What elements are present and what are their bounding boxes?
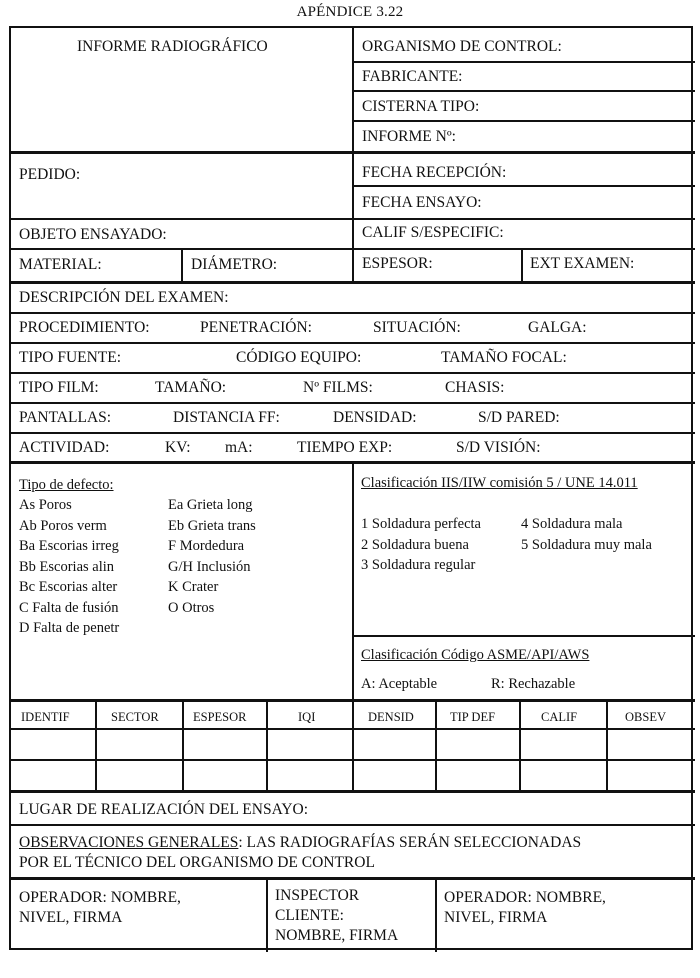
rule	[11, 218, 695, 220]
tiempo-exp-label: TIEMPO EXP:	[297, 439, 393, 456]
ext-examen-label: EXT EXAMEN:	[530, 255, 635, 272]
signature-divider	[435, 879, 437, 952]
table-header-cell: OBSEV	[625, 710, 666, 724]
defect-item: D Falta de penetr	[19, 620, 120, 636]
defect-item: Ea Grieta long	[168, 497, 253, 513]
defect-item: O Otros	[168, 599, 215, 616]
table-col-rule	[95, 701, 97, 790]
rule	[11, 312, 695, 314]
lugar-label: LUGAR DE REALIZACIÓN DEL ENSAYO:	[19, 801, 309, 818]
page-title: APÉNDICE 3.22	[296, 4, 404, 20]
situacion-label: SITUACIÓN:	[373, 319, 461, 336]
defect-item: Eb Grieta trans	[168, 517, 256, 534]
material-label: MATERIAL:	[19, 256, 102, 273]
defect-list-right	[168, 495, 256, 618]
iiw-item: 2 Soldadura buena	[361, 536, 469, 553]
table-col-rule	[266, 701, 268, 790]
rule	[352, 90, 695, 92]
signature-divider	[266, 879, 268, 952]
rule	[11, 342, 695, 344]
rule	[11, 402, 695, 404]
defect-item: Bc Escorias alter	[19, 579, 118, 595]
rechazable-label: R: Rechazable	[491, 676, 576, 692]
iiw-item: 5 Soldadura muy mala	[521, 536, 652, 553]
observaciones-text: : LAS RADIOGRAFÍAS SERÁN SELECCIONADAS	[238, 834, 582, 851]
table-header-cell: ESPESOR	[193, 710, 247, 724]
diametro-label: DIÁMETRO:	[191, 256, 278, 273]
galga-label: GALGA:	[528, 319, 587, 336]
rule	[11, 372, 695, 374]
signature-line: OPERADOR: NOMBRE,	[19, 889, 181, 906]
asme-classification-heading: Clasificación Código ASME/API/AWS	[361, 647, 590, 663]
signature-line: NIVEL, FIRMA	[444, 909, 548, 926]
aceptable-label: A: Aceptable	[361, 676, 438, 692]
pedido-label: PEDIDO:	[19, 166, 81, 183]
observaciones-text-2: POR EL TÉCNICO DEL ORGANISMO DE CONTROL	[19, 854, 375, 871]
defect-item: As Poros	[19, 497, 72, 513]
iiw-list-left	[361, 514, 481, 576]
table-header-cell: SECTOR	[111, 710, 159, 724]
chasis-label: CHASIS:	[445, 379, 505, 396]
signature-line: CLIENTE:	[275, 907, 344, 924]
calif-especific-label: CALIF S/ESPECIFIC:	[362, 224, 504, 241]
table-col-rule	[435, 701, 437, 790]
report-form	[9, 26, 693, 950]
signature-line: NIVEL, FIRMA	[19, 909, 123, 926]
section-rule	[11, 877, 695, 880]
defects-divider	[352, 463, 354, 700]
table-col-rule	[606, 701, 608, 790]
rule	[11, 432, 695, 434]
iiw-item: 4 Soldadura mala	[521, 516, 623, 532]
defect-item: Bb Escorias alin	[19, 558, 115, 575]
defect-item: K Crater	[168, 579, 219, 595]
procedimiento-label: PROCEDIMIENTO:	[19, 319, 150, 336]
iiw-list-right	[521, 514, 652, 555]
distancia-ff-label: DISTANCIA FF:	[173, 409, 280, 426]
descripcion-label: DESCRIPCIÓN DEL EXAMEN:	[19, 289, 229, 306]
operador-signature-2	[444, 888, 606, 928]
tipo-film-label: TIPO FILM:	[19, 379, 99, 396]
tamano-focal-label: TAMAÑO FOCAL:	[441, 349, 567, 366]
operador-signature	[19, 888, 181, 928]
rule	[11, 824, 695, 826]
inspector-signature	[275, 886, 398, 946]
sd-vision-label: S/D VISIÓN:	[456, 439, 541, 456]
iiw-item: 3 Soldadura regular	[361, 557, 476, 573]
tamano-label: TAMAÑO:	[155, 379, 227, 396]
defect-item: F Mordedura	[168, 538, 245, 554]
signature-line: INSPECTOR	[275, 887, 360, 904]
sd-pared-label: S/D PARED:	[478, 409, 560, 426]
table-header-cell: CALIF	[541, 710, 578, 724]
section-rule	[11, 281, 695, 284]
rule	[352, 61, 695, 63]
table-header-cell: IQI	[298, 710, 316, 724]
table-col-rule	[352, 701, 354, 790]
espesor-label: ESPESOR:	[362, 255, 433, 272]
fecha-ensayo-label: FECHA ENSAYO:	[362, 194, 482, 211]
material-divider	[181, 248, 183, 283]
defect-item: Ba Escorias irreg	[19, 538, 119, 554]
fabricante-label: FABRICANTE:	[362, 68, 463, 85]
section-rule	[11, 790, 695, 793]
penetracion-label: PENETRACIÓN:	[200, 319, 312, 336]
defect-list-left	[19, 495, 119, 639]
n-films-label: Nº FILMS:	[303, 379, 373, 396]
table-col-rule	[519, 701, 521, 790]
table-header-cell: TIP DEF	[450, 710, 496, 724]
objeto-ensayado-label: OBJETO ENSAYADO:	[19, 226, 167, 243]
rule	[11, 248, 695, 250]
cisterna-label: CISTERNA TIPO:	[362, 98, 480, 115]
defect-item: C Falta de fusión	[19, 599, 119, 616]
informe-no-label: INFORME Nº:	[362, 128, 456, 145]
iiw-item: 1 Soldadura perfecta	[361, 516, 481, 532]
actividad-label: ACTIVIDAD:	[19, 439, 110, 456]
defect-item: Ab Poros verm	[19, 517, 107, 534]
espesor-divider	[521, 248, 523, 283]
table-header-cell: DENSID	[368, 710, 414, 724]
iiw-classification-heading: Clasificación IIS/IIW comisión 5 / UNE 14.011	[361, 475, 638, 491]
defect-type-heading: Tipo de defecto:	[19, 477, 114, 493]
organismo-label: ORGANISMO DE CONTROL:	[362, 38, 562, 55]
rule	[352, 185, 695, 187]
ma-label: mA:	[225, 439, 253, 456]
rule	[352, 635, 695, 637]
codigo-equipo-label: CÓDIGO EQUIPO:	[236, 349, 362, 366]
signature-line: OPERADOR: NOMBRE,	[444, 889, 606, 906]
observaciones	[19, 834, 581, 852]
densidad-label: DENSIDAD:	[333, 409, 417, 426]
kv-label: KV:	[165, 439, 191, 456]
tipo-fuente-label: TIPO FUENTE:	[19, 349, 122, 366]
report-title: INFORME RADIOGRÁFICO	[77, 38, 268, 55]
pantallas-label: PANTALLAS:	[19, 409, 112, 426]
rule	[352, 120, 695, 122]
fecha-recepcion-label: FECHA RECEPCIÓN:	[362, 164, 507, 181]
table-header-cell: IDENTIF	[21, 710, 70, 724]
defect-item: G/H Inclusión	[168, 558, 251, 575]
observaciones-label: OBSERVACIONES GENERALES	[19, 834, 239, 851]
table-col-rule	[182, 701, 184, 790]
signature-line: NOMBRE, FIRMA	[275, 927, 399, 944]
